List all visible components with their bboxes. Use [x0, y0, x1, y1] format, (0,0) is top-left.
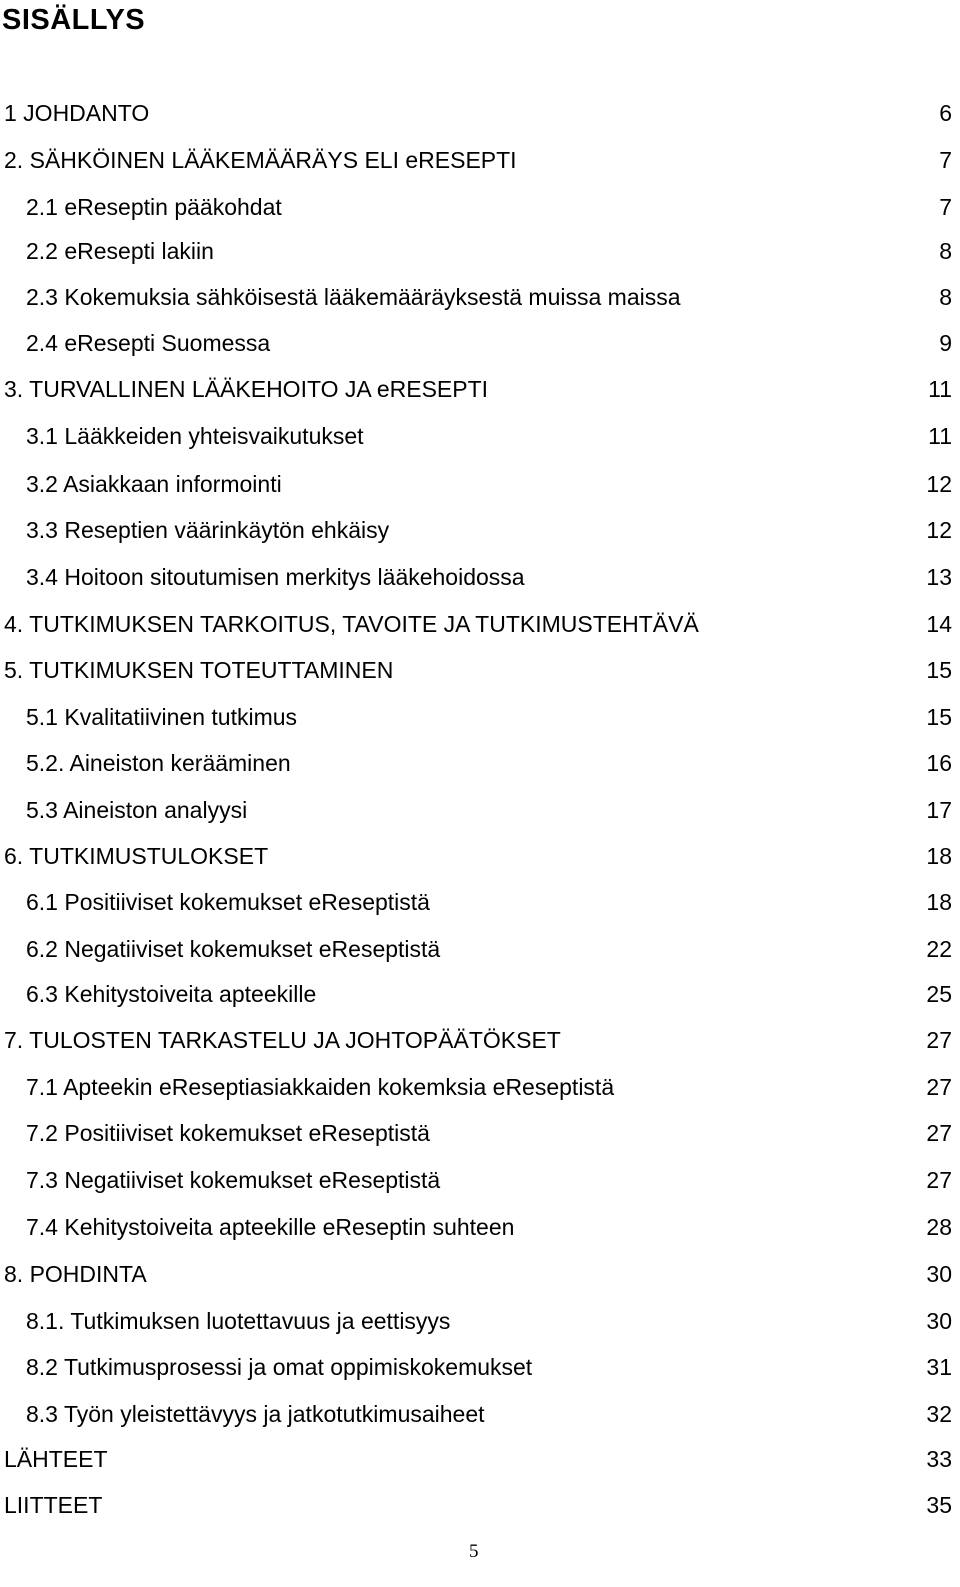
toc-entry-page: 31: [926, 1354, 952, 1380]
toc-entry: [0, 1305, 952, 1337]
toc-entry-label: 5.2. Aineiston kerääminen: [26, 750, 291, 776]
toc-entry-page: 13: [926, 564, 952, 590]
toc-entry-label: 4. TUTKIMUKSEN TARKOITUS, TAVOITE JA TUTKIMUSTEHTÄVÄ: [4, 611, 699, 637]
toc-entry-label: 3.2 Asiakkaan informointi: [26, 471, 282, 497]
toc-entry-label: 2.4 eResepti Suomessa: [26, 330, 271, 356]
toc-entry-label: 2. SÄHKÖINEN LÄÄKEMÄÄRÄYS ELI eRESEPTI: [4, 147, 517, 173]
toc-entry-page: 8: [939, 284, 952, 310]
toc-entry-label: 6. TUTKIMUSTULOKSET: [4, 843, 269, 869]
toc-entry-page: 30: [926, 1261, 952, 1287]
toc-entry-label: 8.2 Tutkimusprosessi ja omat oppimiskokemukset: [26, 1354, 533, 1380]
toc-entry: [0, 327, 952, 359]
toc-entry: [0, 1164, 952, 1196]
toc-entry-label: 5.1 Kvalitatiivinen tutkimus: [26, 704, 298, 730]
toc-entry-label: 3.1 Lääkkeiden yhteisvaikutukset: [26, 423, 364, 449]
toc-entry-page: 25: [926, 981, 952, 1007]
toc-entry-label: 8. POHDINTA: [4, 1261, 147, 1287]
toc-entry: [0, 794, 952, 826]
toc-entry-label: 3.4 Hoitoon sitoutumisen merkitys lääkehoidossa: [26, 564, 525, 590]
toc-entry: [0, 235, 952, 267]
toc-entry-page: 22: [926, 936, 952, 962]
page-number: 5: [469, 1541, 479, 1562]
toc-entry-label: 2.3 Kokemuksia sähköisestä lääkemääräyksestä muissa maissa: [26, 284, 681, 310]
toc-entry-page: 15: [926, 704, 952, 730]
toc-entry-label: 3. TURVALLINEN LÄÄKEHOITO JA eRESEPTI: [4, 376, 489, 402]
toc-entry: [0, 747, 952, 779]
toc-entry: [0, 1117, 952, 1149]
toc-entry: [0, 1489, 952, 1521]
toc-entry: [0, 1024, 952, 1056]
toc-entry-page: 17: [926, 797, 952, 823]
toc-entry-label: 7. TULOSTEN TARKASTELU JA JOHTOPÄÄTÖKSET: [4, 1027, 561, 1053]
toc-entry-page: 27: [926, 1074, 952, 1100]
toc-entry-page: 7: [939, 147, 952, 173]
toc-entry-page: 11: [928, 423, 952, 449]
toc-entry-label: 8.3 Työn yleistettävyys ja jatkotutkimusaiheet: [26, 1401, 485, 1427]
toc-entry: [0, 281, 952, 313]
toc-entry: [0, 1351, 952, 1383]
toc-entry-label: 3.3 Reseptien väärinkäytön ehkäisy: [26, 517, 390, 543]
toc-entry: [0, 468, 952, 500]
toc-entry-page: 12: [926, 517, 952, 543]
page-title: SISÄLLYS: [2, 4, 146, 36]
toc-entry-label: LIITTEET: [4, 1492, 103, 1518]
toc-entry: [0, 97, 952, 129]
toc-entry-page: 27: [926, 1167, 952, 1193]
toc-entry-page: 12: [926, 471, 952, 497]
toc-entry: [0, 933, 952, 965]
toc-entry: [0, 608, 952, 640]
toc-entry: [0, 840, 952, 872]
toc-entry: [0, 373, 952, 405]
toc-entry-page: 14: [926, 611, 952, 637]
toc-entry: [0, 191, 952, 223]
toc-entry-label: 7.4 Kehitystoiveita apteekille eReseptin suhteen: [26, 1214, 515, 1240]
toc-entry-page: 27: [926, 1120, 952, 1146]
toc-entry-page: 15: [926, 657, 952, 683]
toc-entry: [0, 978, 952, 1010]
toc-entry-page: 11: [928, 376, 952, 402]
toc-entry: [0, 1443, 952, 1475]
toc-entry-label: 1 JOHDANTO: [4, 100, 150, 126]
toc-entry-label: 7.1 Apteekin eReseptiasiakkaiden kokemksia eReseptistä: [26, 1074, 615, 1100]
toc-entry-page: 18: [926, 889, 952, 915]
toc-entry-page: 9: [939, 330, 952, 356]
toc-entry: [0, 514, 952, 546]
toc-entry-label: 6.1 Positiiviset kokemukset eReseptistä: [26, 889, 430, 915]
toc-entry-label: 8.1. Tutkimuksen luotettavuus ja eettisyys: [26, 1308, 451, 1334]
toc-entry-page: 8: [939, 238, 952, 264]
toc-entry-page: 27: [926, 1027, 952, 1053]
toc-entry: [0, 886, 952, 918]
toc-entry: [0, 561, 952, 593]
toc-entry-label: 6.3 Kehitystoiveita apteekille: [26, 981, 317, 1007]
toc-entry: [0, 701, 952, 733]
toc-entry-label: LÄHTEET: [4, 1446, 108, 1472]
toc-entry-page: 33: [926, 1446, 952, 1472]
toc-entry-label: 2.1 eReseptin pääkohdat: [26, 194, 282, 220]
toc-entry-page: 30: [926, 1308, 952, 1334]
toc-entry-label: 7.2 Positiiviset kokemukset eReseptistä: [26, 1120, 430, 1146]
toc-entry: [0, 1398, 952, 1430]
toc-entry: [0, 1071, 952, 1103]
toc-entry-page: 18: [926, 843, 952, 869]
toc-entry-page: 6: [939, 100, 952, 126]
toc-entry-page: 32: [926, 1401, 952, 1427]
toc-entry-page: 7: [939, 194, 952, 220]
toc-entry-label: 5. TUTKIMUKSEN TOTEUTTAMINEN: [4, 657, 394, 683]
toc-entry: [0, 654, 952, 686]
toc-entry-page: 16: [926, 750, 952, 776]
toc-entry-label: 7.3 Negatiiviset kokemukset eReseptistä: [26, 1167, 441, 1193]
toc-entry-label: 2.2 eResepti lakiin: [26, 238, 214, 264]
toc-entry: [0, 420, 952, 452]
toc-entry-page: 35: [926, 1492, 952, 1518]
toc-entry-label: 5.3 Aineiston analyysi: [26, 797, 248, 823]
toc-entry: [0, 144, 952, 176]
toc-entry-page: 28: [926, 1214, 952, 1240]
toc-entry: [0, 1211, 952, 1243]
toc-entry-label: 6.2 Negatiiviset kokemukset eReseptistä: [26, 936, 441, 962]
toc-entry: [0, 1258, 952, 1290]
